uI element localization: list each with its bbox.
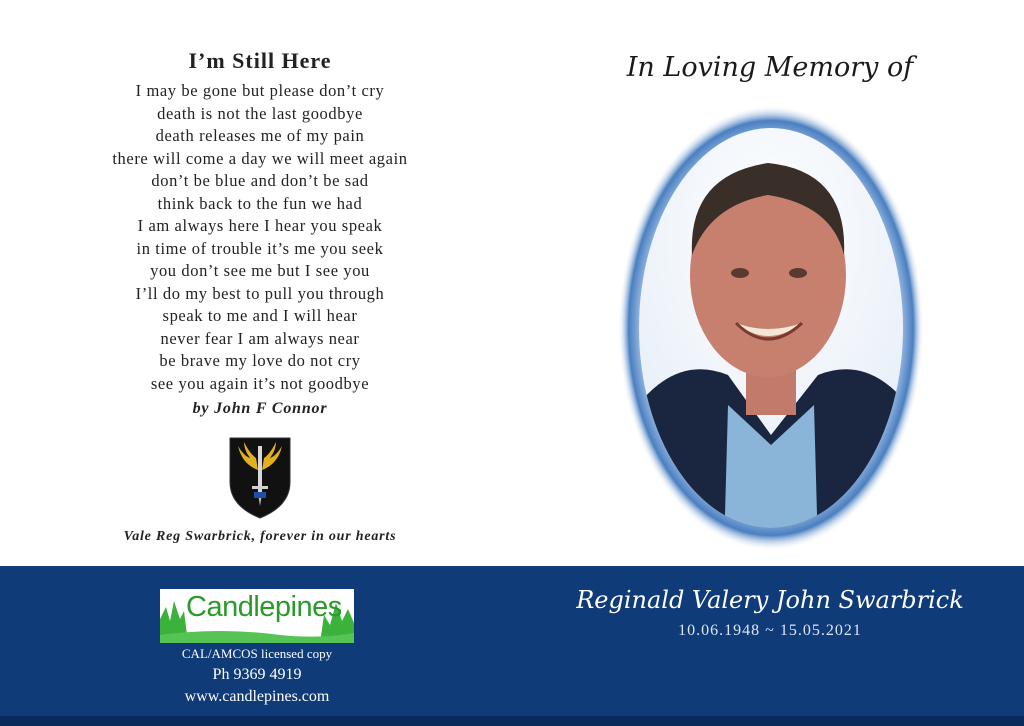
poem-lines — [60, 80, 460, 395]
poem-line: death is not the last goodbye — [157, 103, 363, 123]
poem-line: see you again it’s not goodbye — [150, 373, 370, 393]
website-link[interactable]: www.candlepines.com — [184, 688, 330, 705]
poem-line: don’t be blue and don’t be sad — [151, 171, 369, 190]
winged-dagger-crest-icon — [228, 436, 292, 520]
poem-line: never fear I am always near — [160, 328, 360, 348]
logo-name: Candlepines — [186, 591, 342, 623]
deceased-name: Reginald Valery John Swarbrick — [576, 586, 964, 614]
poem-line: be brave my love do not cry — [159, 351, 361, 370]
poem-line: think back to the fun we had — [157, 193, 363, 213]
license-note: CAL/AMCOS licensed copy — [181, 646, 333, 661]
phone-number: Ph 9369 4919 — [212, 666, 302, 683]
poem-line: I’ll do my best to pull you through — [135, 283, 385, 303]
poem-line: you don’t see me but I see you — [150, 261, 370, 280]
poem-title: I’m Still Here — [188, 48, 332, 73]
poem-line: death releases me of my pain — [155, 126, 365, 145]
candlepines-logo — [160, 589, 354, 643]
poem-line: speak to me and I will hear — [162, 306, 358, 325]
poem-line: I may be gone but please don’t cry — [135, 81, 385, 100]
portrait-frame — [618, 105, 924, 551]
poem-line: in time of trouble it’s me you seek — [136, 238, 384, 258]
poem-author: by John F Connor — [192, 400, 328, 417]
poem-line: I am always here I hear you speak — [137, 216, 383, 235]
poem-line: there will come a day we will meet again — [112, 148, 408, 168]
memorial-heading: In Loving Memory of — [626, 52, 914, 83]
footer-band-edge — [0, 716, 1024, 726]
life-dates: 10.06.1948 ~ 15.05.2021 — [678, 622, 862, 639]
poem-panel — [60, 48, 460, 520]
tribute-line: Vale Reg Swarbrick, forever in our hearts — [123, 529, 397, 544]
